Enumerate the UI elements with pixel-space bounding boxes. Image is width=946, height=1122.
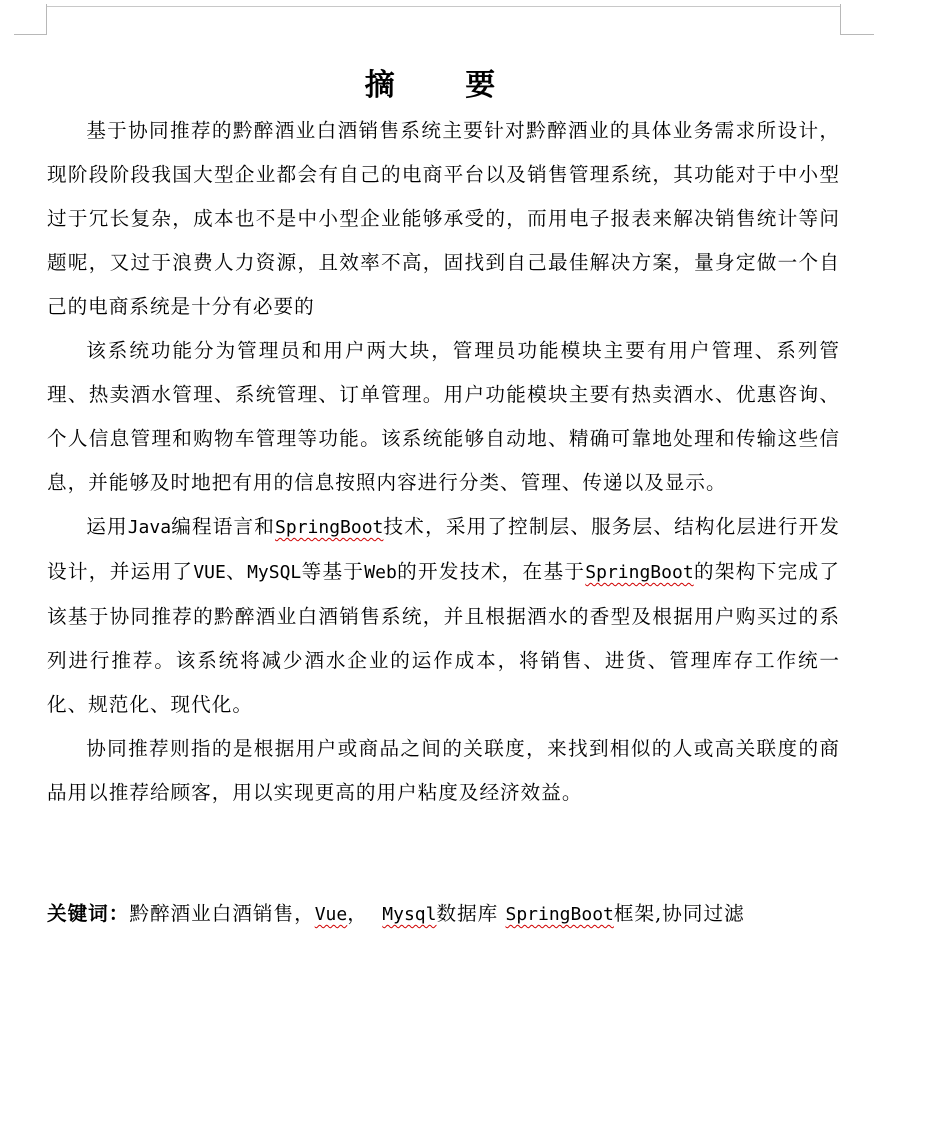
crop-mark-top-right — [840, 34, 874, 35]
paragraph-3-text: 等基于 — [301, 560, 365, 583]
paragraph-3-text: 技术，采用了控制层、服务层、结构化层进行开发设计，并运用了 — [47, 515, 841, 583]
keywords-line — [47, 892, 847, 937]
crop-mark-top-left — [14, 34, 46, 35]
term-web: Web — [364, 562, 397, 583]
crop-mark-top-right — [840, 4, 841, 35]
paragraph-3-text: 编程语言和 — [171, 515, 276, 538]
term-mysql: MySQL — [247, 562, 302, 583]
paragraph-3 — [47, 505, 840, 727]
keyword-mysql: Mysql — [382, 904, 437, 925]
keyword-text: 黔醉酒业白酒销售， — [129, 902, 315, 925]
paragraph-4: 协同推荐则指的是根据用户或商品之间的关联度，来找到相似的人或高关联度的商品用以推荐给顾客，用以实现更高的用户粘度及经济效益。 — [47, 737, 840, 804]
page-top-rule — [46, 6, 840, 7]
keyword-separator: ， — [347, 902, 368, 925]
keywords-label: 关键词： — [47, 902, 130, 925]
paragraph-3-text: 、 — [225, 560, 248, 583]
crop-mark-top-left — [46, 4, 47, 35]
keyword-text: 数据库 — [436, 902, 499, 925]
keyword-springboot: SpringBoot — [505, 904, 614, 925]
paragraph-3-text: 的架构下完成了该基于协同推荐的黔醉酒业白酒销售系统，并且根据酒水的香型及根据用户购买过的系列进行推荐。该系统将减少酒水企业的运作成本，将销售、进货、管理库存工作统一化、规范化、现代化。 — [47, 560, 840, 716]
term-java: Java — [127, 517, 172, 538]
paragraph-2: 该系统功能分为管理员和用户两大块，管理员功能模块主要有用户管理、系列管理、热卖酒水管理、系统管理、订单管理。用户功能模块主要有热卖酒水、优惠咨询、个人信息管理和购物车管理等功能。该系统能够自动地、精确可靠地处理和传输这些信息，并能够及时地把有用的信息按照内容进行分类、管理、传递以及显示。 — [47, 339, 840, 494]
paragraph-3-text: 运用 — [86, 515, 128, 538]
paragraph-3-text: 的开发技术，在基于 — [396, 560, 586, 583]
abstract-title: 摘 要 — [364, 68, 526, 104]
term-springboot: SpringBoot — [275, 517, 384, 538]
keyword-text: 框架,协同过滤 — [613, 902, 745, 925]
paragraph-1: 基于协同推荐的黔醉酒业白酒销售系统主要针对黔醉酒业的具体业务需求所设计，现阶段阶段我国大型企业都会有自己的电商平台以及销售管理系统，其功能对于中小型过于冗长复杂，成本也不是中小型企业能够承受的，而用电子报表来解决销售统计等问题呢，又过于浪费人力资源，且效率不高，固找到自己最佳解决方案，量身定做一个自己的电商系统是十分有必要的 — [47, 119, 840, 318]
term-vue: VUE — [193, 562, 226, 583]
abstract-body — [47, 109, 840, 815]
keyword-vue: Vue — [314, 904, 348, 925]
term-springboot: SpringBoot — [585, 562, 694, 583]
